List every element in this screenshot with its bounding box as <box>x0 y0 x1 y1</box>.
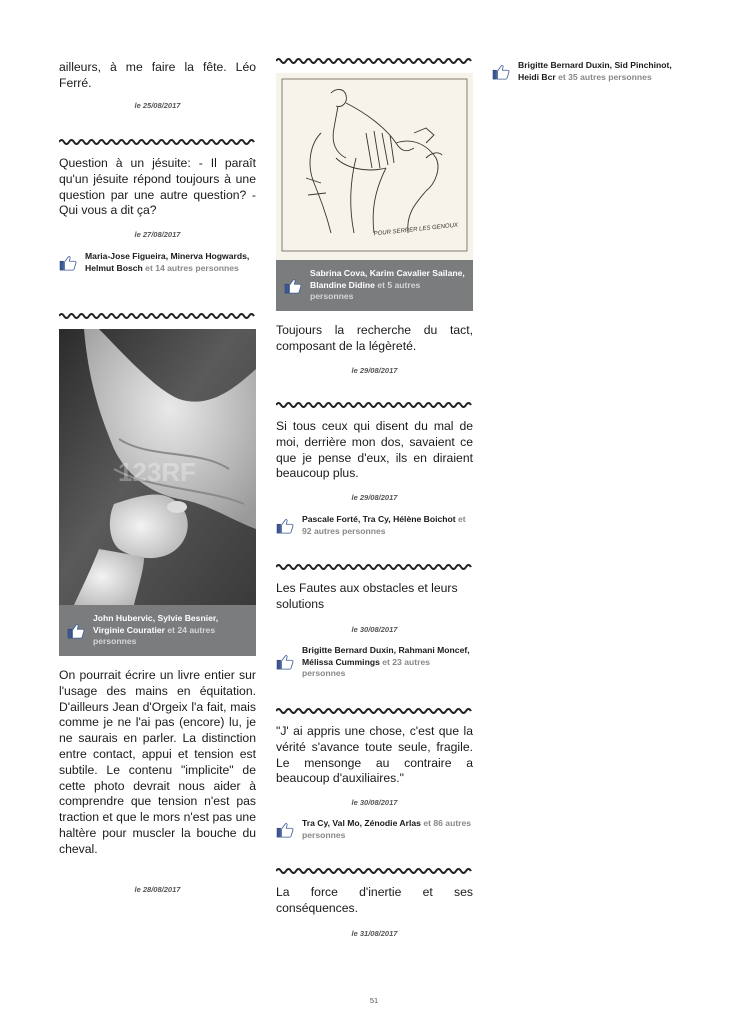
likes-names: Tra Cy, Val Mo, Zénodie Arlas <box>302 818 421 828</box>
likes-more: et 86 autres personnes <box>302 818 472 840</box>
likes-text <box>93 613 248 648</box>
likes-more: et 5 autres personnes <box>310 279 421 302</box>
likes-ceux <box>276 514 473 537</box>
date-jesuite: le 27/08/2017 <box>134 230 181 239</box>
date-tact: le 29/08/2017 <box>351 366 398 375</box>
wave-divider <box>276 867 473 875</box>
quote-inertie: La force d'inertie et ses conséquences. <box>276 885 473 915</box>
date-ceux: le 29/08/2017 <box>351 493 398 502</box>
sketch-caption: POUR SERRER LES GENOUX <box>373 222 459 238</box>
quote-ceux: Si tous ceux qui disent du mal de moi, derrière mon dos, savaient ce que je pense d'eux, ils en diraient beaucoup plus. <box>276 419 473 481</box>
likes-text <box>85 251 256 274</box>
quote-mains: On pourrait écrire un livre entier sur l'usage des mains en équitation. D'ailleurs Jean d'Orgeix l'a fait, mais comme je ne l'ai pas (encore) lu, je ne saurais en parler. La distinction entre contact, appui et tension est subtile. Le contenu "implicite" de cette photo devrait nous aider à comprendre que tension n'est pas traction et que le mors n'est pas une haltère pour muscler la bouche du cheval. <box>59 668 256 856</box>
likes-text <box>302 645 473 680</box>
likes-names: John Hubervic, Sylvie Besnier, Virginie Couratier <box>93 613 219 635</box>
date-fautes: le 30/08/2017 <box>351 625 398 634</box>
likes-text <box>310 268 465 303</box>
likes-more: et 35 autres personnes <box>558 71 652 82</box>
likes-text <box>302 514 473 537</box>
date-verite: le 30/08/2017 <box>351 798 398 807</box>
thumbs-up-icon <box>59 255 77 271</box>
hands-photo <box>59 329 256 605</box>
likes-photo <box>59 605 256 656</box>
wave-divider <box>59 138 256 146</box>
quote-verite: "J' ai appris une chose, c'est que la vérité s'avance toute seule, fragile. Le mensonge au contraire a beaucoup d'auxiliaires." <box>276 724 473 786</box>
wave-divider <box>276 707 473 715</box>
quote-fautes: Les Fautes aux obstacles et leurs solutions <box>276 581 458 611</box>
likes-text <box>302 818 473 841</box>
wave-divider <box>276 57 473 65</box>
thumbs-up-icon <box>276 822 294 838</box>
quote-tact: Toujours la recherche du tact, composant de la légèreté. <box>276 323 473 353</box>
likes-names: Sabrina Cova, Karim Cavalier Sailane, Blandine Didine <box>310 268 465 290</box>
quote-jesuite: Question à un jésuite: - Il paraît qu'un jésuite répond toujours à une question par une autre question? - Qui vous a dit ça? <box>59 156 256 218</box>
thumbs-up-icon <box>492 64 510 80</box>
date-mains: le 28/08/2017 <box>134 885 181 894</box>
likes-text <box>518 60 689 83</box>
page-number: 51 <box>369 996 379 1005</box>
date-inertie: le 31/08/2017 <box>351 929 398 938</box>
wave-divider <box>276 401 473 409</box>
likes-sketch <box>276 260 473 311</box>
wave-divider <box>59 312 256 320</box>
likes-names: Pascale Forté, Tra Cy, Hélène Boichot <box>302 514 456 524</box>
date-leo-ferre: le 25/08/2017 <box>134 101 181 110</box>
likes-more: et 23 autres personnes <box>302 656 431 678</box>
likes-more: et 14 autres personnes <box>145 262 239 273</box>
watermark-text: 123RF <box>117 457 197 487</box>
thumbs-up-icon <box>276 654 294 670</box>
likes-more: et 92 autres personnes <box>302 514 466 536</box>
quote-leo-ferre: ailleurs, à me faire la fête. Léo Ferré. <box>59 60 256 90</box>
thumbs-up-icon <box>276 518 294 534</box>
likes-names: Brigitte Bernard Duxin, Rahmani Moncef, Mélissa Cummings <box>302 645 470 667</box>
likes-top <box>492 60 689 83</box>
thumbs-up-icon <box>67 623 85 639</box>
horse-sketch <box>276 73 473 260</box>
likes-names: Maria-Jose Figueira, Minerva Hogwards, Helmut Bosch <box>85 251 250 273</box>
likes-jesuite <box>59 251 256 274</box>
likes-names: Brigitte Bernard Duxin, Sid Pinchinot, Heidi Bcr <box>518 60 672 82</box>
likes-fautes <box>276 645 473 680</box>
wave-divider <box>276 563 473 571</box>
likes-verite <box>276 818 473 841</box>
likes-more: et 24 autres personnes <box>93 624 216 647</box>
thumbs-up-icon <box>284 278 302 294</box>
